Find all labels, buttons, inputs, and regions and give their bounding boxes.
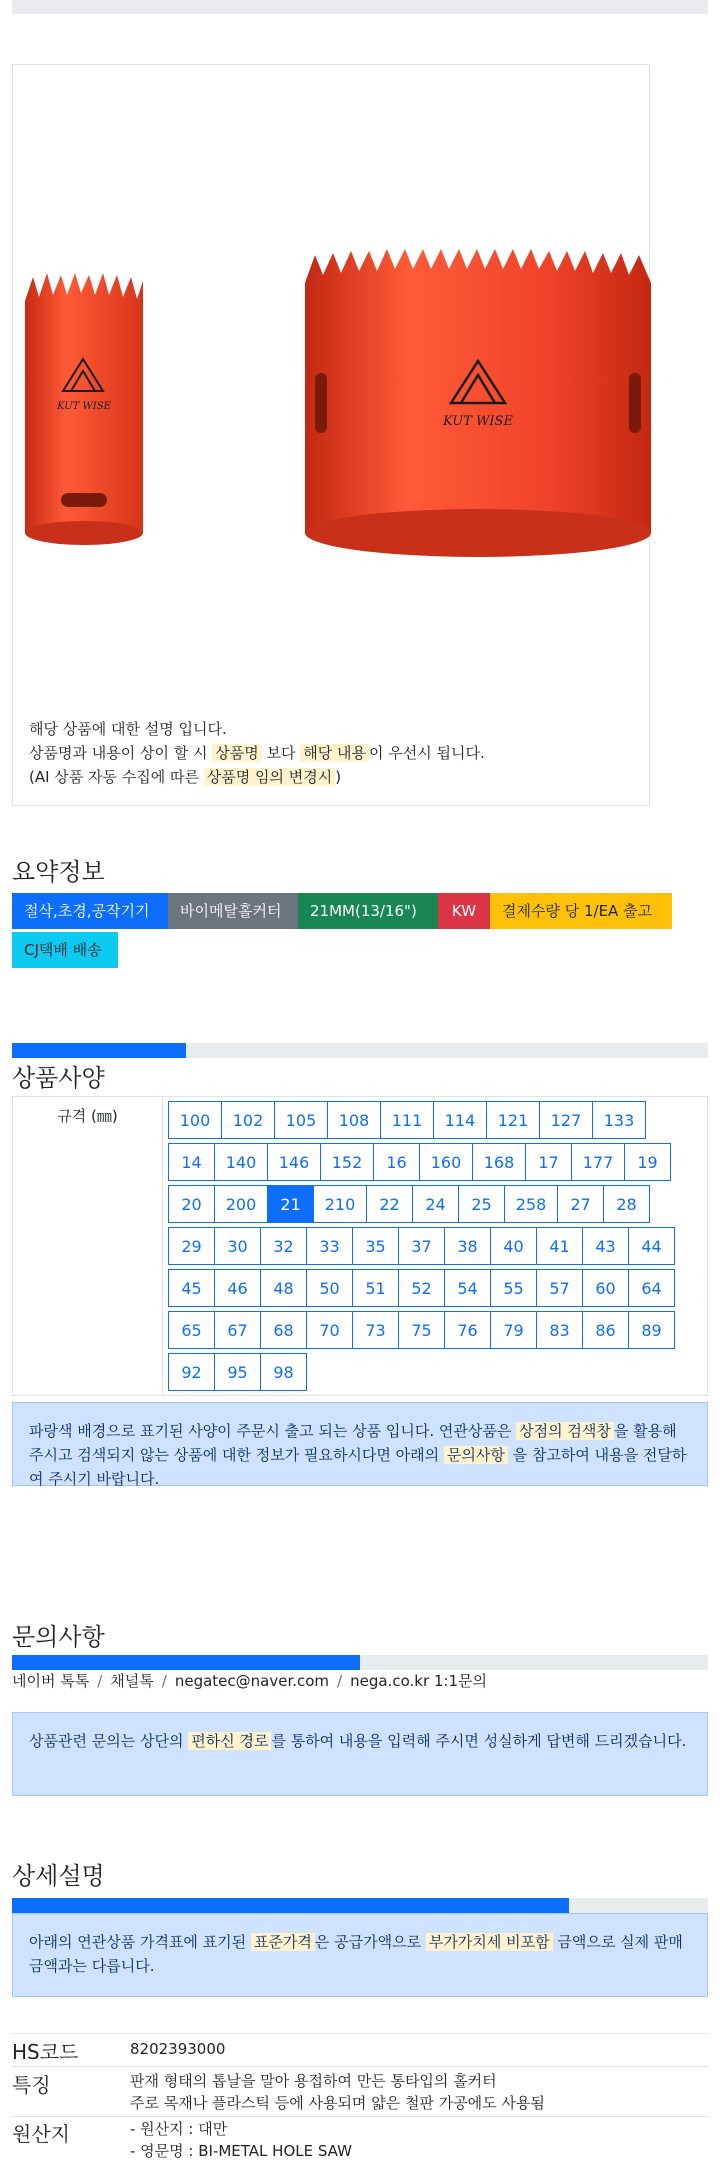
spec-option-30[interactable]: 30 xyxy=(214,1227,261,1265)
spec-option-14[interactable]: 14 xyxy=(168,1143,215,1181)
spec-option-108[interactable]: 108 xyxy=(327,1101,381,1139)
spec-option-27[interactable]: 27 xyxy=(557,1185,604,1223)
spec-option-38[interactable]: 38 xyxy=(444,1227,491,1265)
spec-progress-fill xyxy=(12,1043,186,1058)
spec-option-16[interactable]: 16 xyxy=(373,1143,420,1181)
description-line-2: 상품명과 내용이 상이 할 시 상품명 보다 해당 내용 이 우선시 됩니다. xyxy=(29,744,485,762)
spec-option-98[interactable]: 98 xyxy=(260,1353,307,1391)
detail-title: 상세설명 xyxy=(12,1862,105,1890)
spec-option-28[interactable]: 28 xyxy=(603,1185,650,1223)
description-line-3: (AI 상품 자동 수집에 따른 상품명 임의 변경시 ) xyxy=(29,768,342,786)
spec-option-67[interactable]: 67 xyxy=(214,1311,261,1349)
description-line-1: 해당 상품에 대한 설명 입니다. xyxy=(29,720,227,738)
spec-progress-bar xyxy=(12,1043,708,1058)
spec-option-258[interactable]: 258 xyxy=(504,1185,558,1223)
spec-option-102[interactable]: 102 xyxy=(221,1101,275,1139)
spec-option-160[interactable]: 160 xyxy=(419,1143,473,1181)
highlight-route: 편하신 경로 xyxy=(188,1732,271,1750)
spec-option-111[interactable]: 111 xyxy=(380,1101,434,1139)
spec-option-65[interactable]: 65 xyxy=(168,1311,215,1349)
spec-option-21[interactable]: 21 xyxy=(267,1185,314,1223)
highlight-content: 해당 내용 xyxy=(300,744,369,762)
divider xyxy=(12,2116,708,2117)
spec-option-54[interactable]: 54 xyxy=(444,1269,491,1307)
small-hole-saw-image xyxy=(23,271,145,551)
spec-option-60[interactable]: 60 xyxy=(582,1269,629,1307)
spec-option-89[interactable]: 89 xyxy=(628,1311,675,1349)
feature-value: 판재 형태의 톱날을 말아 용접하여 만든 통타입의 홀커터 주로 목재나 플라스틱 등에 사용되며 얇은 철판 가공에도 사용됨 xyxy=(130,2072,545,2112)
spec-option-41[interactable]: 41 xyxy=(536,1227,583,1265)
spec-option-40[interactable]: 40 xyxy=(490,1227,537,1265)
tag-category: 절삭,초경,공작기기 xyxy=(12,893,168,929)
spec-option-79[interactable]: 79 xyxy=(490,1311,537,1349)
inquiry-title: 문의사항 xyxy=(12,1623,105,1651)
hs-code-value: 8202393000 xyxy=(130,2040,226,2058)
highlight-inquiry: 문의사항 xyxy=(444,1446,508,1464)
highlight-search: 상점의 검색창 xyxy=(516,1422,614,1440)
svg-text:KUT WISE: KUT WISE xyxy=(57,401,111,412)
spec-option-22[interactable]: 22 xyxy=(366,1185,413,1223)
spec-option-37[interactable]: 37 xyxy=(398,1227,445,1265)
origin-label: 원산지 xyxy=(12,2122,70,2146)
spec-option-127[interactable]: 127 xyxy=(539,1101,593,1139)
spec-option-43[interactable]: 43 xyxy=(582,1227,629,1265)
spec-title: 상품사양 xyxy=(12,1064,105,1092)
svg-text:KUT WISE: KUT WISE xyxy=(443,414,513,429)
inquiry-channels: 네이버 톡톡 / 채널톡 / negatec@naver.com / nega.co.kr 1:1문의 xyxy=(12,1672,487,1690)
spec-option-45[interactable]: 45 xyxy=(168,1269,215,1307)
top-bar xyxy=(12,0,708,14)
inquiry-progress-fill xyxy=(12,1655,360,1670)
spec-option-121[interactable]: 121 xyxy=(486,1101,540,1139)
spec-option-64[interactable]: 64 xyxy=(628,1269,675,1307)
tag-delivery: CJ택배 배송 xyxy=(12,932,118,968)
spec-option-152[interactable]: 152 xyxy=(320,1143,374,1181)
spec-option-210[interactable]: 210 xyxy=(313,1185,367,1223)
detail-progress-bar xyxy=(12,1898,708,1913)
spec-option-177[interactable]: 177 xyxy=(571,1143,625,1181)
spec-option-20[interactable]: 20 xyxy=(168,1185,215,1223)
spec-option-140[interactable]: 140 xyxy=(214,1143,268,1181)
highlight-standard-price: 표준가격 xyxy=(251,1933,315,1951)
highlight-product-name: 상품명 xyxy=(212,744,261,762)
spec-option-46[interactable]: 46 xyxy=(214,1269,261,1307)
summary-title: 요약정보 xyxy=(12,858,105,886)
detail-progress-fill xyxy=(12,1898,569,1913)
spec-option-95[interactable]: 95 xyxy=(214,1353,261,1391)
spec-option-51[interactable]: 51 xyxy=(352,1269,399,1307)
feature-label: 특징 xyxy=(12,2073,51,2097)
spec-option-19[interactable]: 19 xyxy=(624,1143,671,1181)
tag-product-type: 바이메탈홀커터 xyxy=(168,893,298,929)
spec-option-75[interactable]: 75 xyxy=(398,1311,445,1349)
spec-option-35[interactable]: 35 xyxy=(352,1227,399,1265)
spec-option-70[interactable]: 70 xyxy=(306,1311,353,1349)
spec-option-52[interactable]: 52 xyxy=(398,1269,445,1307)
highlight-name-change: 상품명 임의 변경시 xyxy=(204,768,335,786)
spec-option-44[interactable]: 44 xyxy=(628,1227,675,1265)
channel-naver-talk[interactable]: 네이버 톡톡 xyxy=(12,1672,90,1690)
spec-option-33[interactable]: 33 xyxy=(306,1227,353,1265)
channel-talk[interactable]: 채널톡 xyxy=(110,1672,154,1690)
spec-option-105[interactable]: 105 xyxy=(274,1101,328,1139)
inquiry-notice: 상품관련 문의는 상단의 편하신 경로 를 통하여 내용을 입력해 주시면 성실하게 답변해 드리겠습니다. xyxy=(12,1712,708,1796)
spec-option-68[interactable]: 68 xyxy=(260,1311,307,1349)
tag-size: 21MM(13/16") xyxy=(298,893,438,929)
spec-option-146[interactable]: 146 xyxy=(267,1143,321,1181)
divider xyxy=(12,2033,708,2034)
spec-option-133[interactable]: 133 xyxy=(592,1101,646,1139)
product-description xyxy=(29,717,485,789)
spec-option-29[interactable]: 29 xyxy=(168,1227,215,1265)
spec-option-32[interactable]: 32 xyxy=(260,1227,307,1265)
spec-option-168[interactable]: 168 xyxy=(472,1143,526,1181)
spec-label: 규격 (㎜) xyxy=(13,1097,163,1395)
divider xyxy=(12,2066,708,2067)
spec-option-86[interactable]: 86 xyxy=(582,1311,629,1349)
detail-notice: 아래의 연관상품 가격표에 표기된 표준가격 은 공급가액으로 부가가치세 비포함 금액으로 실제 판매금액과는 다릅니다. xyxy=(12,1913,708,1997)
spec-table xyxy=(12,1096,708,1396)
spec-option-48[interactable]: 48 xyxy=(260,1269,307,1307)
inquiry-progress-bar xyxy=(12,1655,708,1670)
spec-option-200[interactable]: 200 xyxy=(214,1185,268,1223)
spec-option-17[interactable]: 17 xyxy=(525,1143,572,1181)
spec-option-25[interactable]: 25 xyxy=(458,1185,505,1223)
spec-option-50[interactable]: 50 xyxy=(306,1269,353,1307)
spec-option-100[interactable]: 100 xyxy=(168,1101,222,1139)
product-image-box xyxy=(12,64,650,806)
spec-option-57[interactable]: 57 xyxy=(536,1269,583,1307)
spec-option-76[interactable]: 76 xyxy=(444,1311,491,1349)
spec-option-24[interactable]: 24 xyxy=(412,1185,459,1223)
channel-site-inquiry[interactable]: nega.co.kr 1:1문의 xyxy=(350,1672,487,1690)
channel-email[interactable]: negatec@naver.com xyxy=(174,1672,330,1690)
highlight-vat-excluded: 부가가치세 비포함 xyxy=(426,1933,553,1951)
spec-option-92[interactable]: 92 xyxy=(168,1353,215,1391)
hs-code-label: HS코드 xyxy=(12,2040,79,2064)
spec-option-83[interactable]: 83 xyxy=(536,1311,583,1349)
tag-quantity: 결제수량 당 1/EA 출고 xyxy=(490,893,672,929)
large-hole-saw-image xyxy=(301,243,655,569)
spec-option-55[interactable]: 55 xyxy=(490,1269,537,1307)
origin-value: - 원산지 : 대만 - 영문명 : BI-METAL HOLE SAW xyxy=(130,2120,352,2160)
spec-option-114[interactable]: 114 xyxy=(433,1101,487,1139)
tag-brand: KW xyxy=(438,893,490,929)
spec-option-73[interactable]: 73 xyxy=(352,1311,399,1349)
spec-notice: 파랑색 배경으로 표기된 사양이 주문시 출고 되는 상품 입니다. 연관상품은 상점의 검색창 을 활용해 주시고 검색되지 않는 상품에 대한 정보가 필요하시다면 아래의 문의사항 을 참고하여 내용을 전달하여 주시기 바랍니다. xyxy=(12,1402,708,1486)
